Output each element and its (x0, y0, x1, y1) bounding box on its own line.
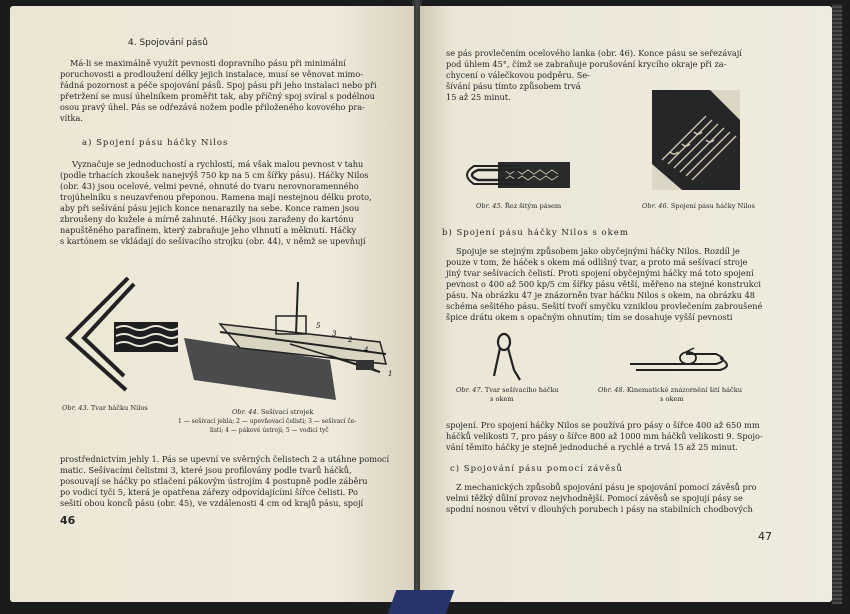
figure-43-hook-shape (62, 268, 187, 396)
fig44-label-5: 5 (316, 322, 321, 330)
fig44-label-1: 1 (388, 370, 393, 378)
page-edges (832, 4, 842, 604)
figure-45-caption: Obr. 45. Řez šitým pásem (476, 202, 562, 210)
subsection-c-heading: c) Spojování pásu pomocí závěsů (450, 464, 623, 474)
section-heading: 4. Spojování pásů (128, 38, 208, 48)
right-page: se pás provlečením ocelového lanka (obr. 46). Konce pásu se seřezávají pod úhlem 45°, čímž se zabraňuje porušování krycího okraje při za- chycení o válečkovou podpěru. Se- šívání pásu tímto způsobem trvá 15 až 25 minut. Obr. 45. Řez šitým pásem Obr. 46. Spojení pásu háčky Nilos b) Spojení pásu háčky Nilos s okem Spojuje se stejným způsobem jako obyčejnými háčky Nilos. Rozdíl je pouze v tom, že háček s okem má odlišný tvar, a proto má sešívací stroje jiný tvar sešívacích čelistí. Proti spojení obyčejnými háčky má toto spojení pevnost o 400 až 500 kp/5 cm šířky pásu větší, měřeno na stejné konstrukci pásu. Na obrázku 47 je znázorněn tvar háčku Nilos s okem, na obrázku 48 schéma sešitého pásu. Sešití tvoří smyčku vzniklou provlečením zabroušené špice drátu okem s opačným ohnutím; tím se dosahuje vyšší pevnosti Obr. 47. Tvar sešívacího háčku s okem Obr. 48. Kinematické znázornění šití háčku s okem spojení. Pro spojení háčky Nilos se používá pro pásy o šířce 400 až 650 mm háčků velikosti 7, pro pásy o šířce 800 až 1000 mm háčků velikosti 9. Spojo- vání těmito háčky je stejně jednoduché a rychlé a trvá 15 až 25 minut. c) Spojování pásu pomocí závěsů Z mechanických způsobů spojování pásu je spojování pomocí závěsů pro velmi těžký důlní provoz nejvhodnější. Pomocí závěsů se spojují pásy se spodní nosnou větví v dlouhých porubech i pásy na stabilních chodbových 47 (420, 6, 832, 602)
figure-47-eye-hook (484, 330, 534, 384)
figure-44-legend-line2: listi; 4 — pákové ústrojí; 5 — vodicí tyč (210, 427, 329, 434)
figure-47-caption-line2: s okem (490, 395, 514, 403)
figure-44-caption: Obr. 44. Sešívací strojek (232, 408, 314, 416)
figure-48-sewing-scheme (626, 346, 738, 376)
subsection-b-heading: b) Spojení pásu háčky Nilos s okem (442, 228, 629, 238)
figure-48-caption: Obr. 48. Kinematické znázornění šití háčku (598, 386, 742, 394)
fig44-label-4: 4 (364, 346, 369, 354)
subsection-a-heading: a) Spojení pásu háčky Nilos (82, 138, 229, 148)
figure-47-caption: Obr. 47. Tvar sešívacího háčku (456, 386, 559, 394)
left-page: 4. Spojování pásů Má-li se maximálně využít pevnosti dopravního pásu při minimální poruchovosti a prodloužení délky jejich instalace, musí se věnovat mimo- řádná pozornost a péče spojování pásů. Spoj pásu při jeho instalaci nebo při přetržení se musí úhelníkem proměřit tak, aby příčný spoj svíral s podélnou osou pravý úhel. Pás se odřezává nožem podle přiloženého kovového pra- vítka. a) Spojení pásu háčky Nilos Vyznačuje se jednoduchostí a rychlostí, má však malou pevnost v tahu (podle trhacích zkoušek nanejvýš 750 kp na 5 cm šířky pásu). Háčky Nilos (obr. 43) jsou ocelové, velmi pevné, ohnuté do tvaru nerovnoramenného trojúhelníku s neuzavřenou přeponou. Ramena mají nestejnou délku proto, aby při sešívání pásu jejich konce nenarazily na sebe. Konce ramen jsou zbroušeny do kužele a mírně zahnuté. Háčky jsou zaraženy do kartónu napuštěného parafínem, který zabraňuje jeho vlhnutí a měknutí. Háčky s kartónem se vkládají do sešívacího strojku (obr. 44), v němž se upevňují Obr. 43. Tvar háčku Nilos 5 3 2 4 1 Obr. 44. Sešívací strojek 1 — sešívací jehla; 2 — upevňovací čelisti; 3 — sešívací če- listi; 4 — pákové ústrojí; 5 — vodicí tyč prostřednictvím jehly 1. Pás se upevní ve svěrných čelistech 2 a utáhne pomocí matic. Sešívacími čelistmi 3, které jsou profilovány podle tvarů háčků, posouvají se háčky po stlačení pákovým ústrojím 4 postupně podle záběru po vodicí tyči 5, která je opatřena zářezy odpovídajícími šířce čelisti. Po sešití obou konců pásu (obr. 45), ve vzdálenosti 4 cm od krajů pásu, spojí 46 (10, 6, 414, 602)
fig44-label-3: 3 (332, 330, 337, 338)
page-number-left: 46 (60, 514, 76, 527)
figure-44-sewing-machine (180, 272, 402, 408)
figure-46-hook-joint (652, 90, 740, 194)
figure-45-belt-section (464, 156, 574, 192)
page-number-right: 47 (758, 530, 772, 543)
figure-43-caption: Obr. 43. Tvar háčku Nilos (62, 404, 148, 412)
figure-48-caption-line2: s okem (660, 395, 684, 403)
figure-46-caption: Obr. 46. Spojení pásu háčky Nilos (642, 202, 755, 210)
bookmark-ribbon (388, 590, 455, 614)
figure-44-legend-line1: 1 — sešívací jehla; 2 — upevňovací čelisti; 3 — sešívací če- (178, 418, 357, 425)
fig44-label-2: 2 (348, 336, 353, 344)
